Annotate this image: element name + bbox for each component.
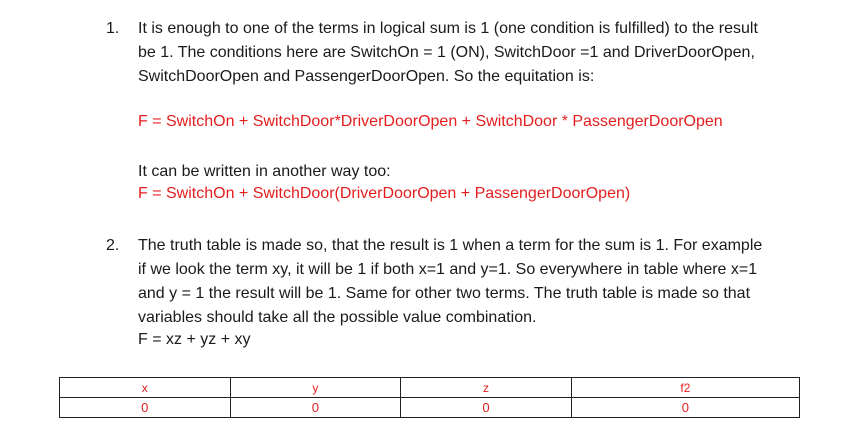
table-header-row <box>60 378 800 398</box>
item-1-line-2: be 1. The conditions here are SwitchOn = 1 (ON), SwitchDoor =1 and DriverDoorOpen, <box>138 44 755 61</box>
truth-table <box>59 377 800 418</box>
item-2-paragraph <box>138 234 798 330</box>
item-1-line-3: SwitchDoorOpen and PassengerDoorOpen. So the equitation is: <box>138 68 595 85</box>
equation-1: F = SwitchOn + SwitchDoor*DriverDoorOpen + SwitchDoor * PassengerDoorOpen <box>138 113 723 130</box>
header-x: x <box>60 378 231 398</box>
cell-y: 0 <box>230 398 401 418</box>
item-2-line-3: and y = 1 the result will be 1. Same for other two terms. The truth table is made so that <box>138 285 751 302</box>
cell-f2: 0 <box>571 398 799 418</box>
item-2-line-4: variables should take all the possible value combination. <box>138 309 537 326</box>
equation-2: F = SwitchOn + SwitchDoor(DriverDoorOpen + PassengerDoorOpen) <box>138 185 631 202</box>
table-row <box>60 398 800 418</box>
item-1-number: 1. <box>106 20 120 37</box>
header-y: y <box>230 378 401 398</box>
header-f2: f2 <box>571 378 799 398</box>
cell-x: 0 <box>60 398 231 418</box>
item-2-line-1: The truth table is made so, that the result is 1 when a term for the sum is 1. For example <box>138 237 763 254</box>
alternative-form-text: It can be written in another way too: <box>138 163 391 180</box>
formula-text: F = xz + yz + xy <box>138 331 251 348</box>
item-1-line-1: It is enough to one of the terms in logical sum is 1 (one condition is fulfilled) to the result <box>138 20 758 37</box>
item-1-paragraph <box>138 17 798 89</box>
cell-z: 0 <box>401 398 572 418</box>
item-2-number: 2. <box>106 237 120 254</box>
item-2-line-2: if we look the term xy, it will be 1 if both x=1 and y=1. So everywhere in table where x=1 <box>138 261 758 278</box>
header-z: z <box>401 378 572 398</box>
